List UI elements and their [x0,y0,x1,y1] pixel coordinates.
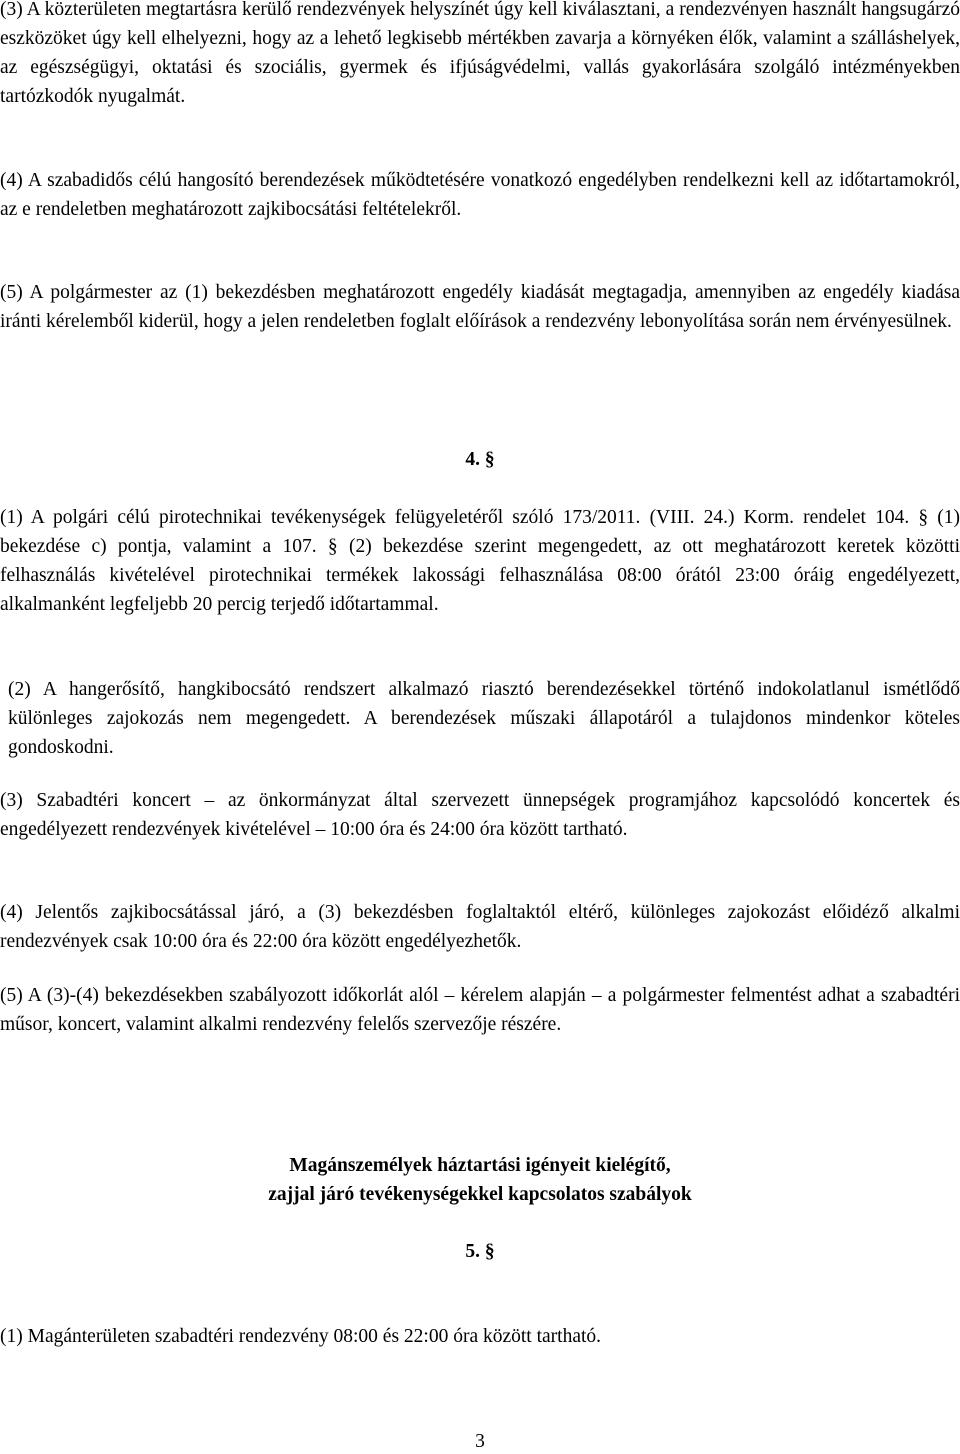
section-4-paragraph-2: (2) A hangerősítő, hangkibocsátó rendszert alkalmazó riasztó berendezésekkel történő indokolatlanul ismétlődő különleges zajokozás nem megengedett. A berendezések műszaki állapotáról a tulajdonos mindenkor köteles gondoskodni. [8,679,960,758]
section-heading-5: 5. § [465,1241,495,1262]
section-4-paragraph-5: (5) A (3)-(4) bekezdésekben szabályozott időkorlát alól – kérelem alapján – a polgármester felmentést adhat a szabadtéri műsor, koncert, valamint alkalmi rendezvény felelős szervezője részére. [0,985,960,1035]
section-4-paragraph-1: (1) A polgári célú pirotechnikai tevékenységek felügyeletéről szóló 173/2011. (VIII. 24.) Korm. rendelet 104. § (1) bekezdése c) pontja, valamint a 107. § (2) bekezdése szerint megengedett, az ott meghatározott keretek közötti felhasználás kivételével pirotechnikai termékek lakossági felhasználása 08:00 órától 23:00 óráig engedélyezett, alkalmanként legfeljebb 20 percig terjedő időtartammal. [0,507,960,615]
section-5-paragraph-1: (1) Magánterületen szabadtéri rendezvény 08:00 és 22:00 óra között tartható. [0,1326,602,1347]
chapter-title-line-1: Magánszemélyek háztartási igényeit kielégítő, [289,1155,671,1176]
paragraph-3: (3) A közterületen megtartásra kerülő rendezvények helyszínét úgy kell kiválasztani, a rendezvényen használt hangsugárzó eszközöket úgy kell elhelyezni, hogy az a lehető legkisebb mértékben zavarja a környéken élők, valamint a szálláshelyek, az egészségügyi, oktatási és szociális, gyermek és ifjúságvédelmi, vallás gyakorlására szolgáló intézményekben tartózkodók nyugalmát. [0,0,960,107]
section-4-paragraph-4: (4) Jelentős zajkibocsátással járó, a (3) bekezdésben foglaltaktól eltérő, különleges zajokozást előidéző alkalmi rendezvények csak 10:00 óra és 22:00 óra között engedélyezhetők. [0,902,960,952]
paragraph-5: (5) A polgármester az (1) bekezdésben meghatározott engedély kiadását megtagadja, amennyiben az engedély kiadása iránti kérelemből kiderül, hogy a jelen rendeletben foglalt előírások a rendezvény lebonyolítása során nem érvényesülnek. [0,282,960,332]
section-4-paragraph-3: (3) Szabadtéri koncert – az önkormányzat által szervezett ünnepségek programjához kapcsolódó koncertek és engedélyezett rendezvények kivételével – 10:00 óra és 24:00 óra között tartható. [0,790,960,840]
chapter-title-line-2: zajjal járó tevékenységekkel kapcsolatos szabályok [268,1184,692,1205]
page-number: 3 [475,1431,485,1452]
paragraph-4: (4) A szabadidős célú hangosító berendezések működtetésére vonatkozó engedélyben rendelkezni kell az időtartamokról, az e rendeletben meghatározott zajkibocsátási feltételekről. [0,170,960,220]
section-heading-4: 4. § [465,449,495,470]
